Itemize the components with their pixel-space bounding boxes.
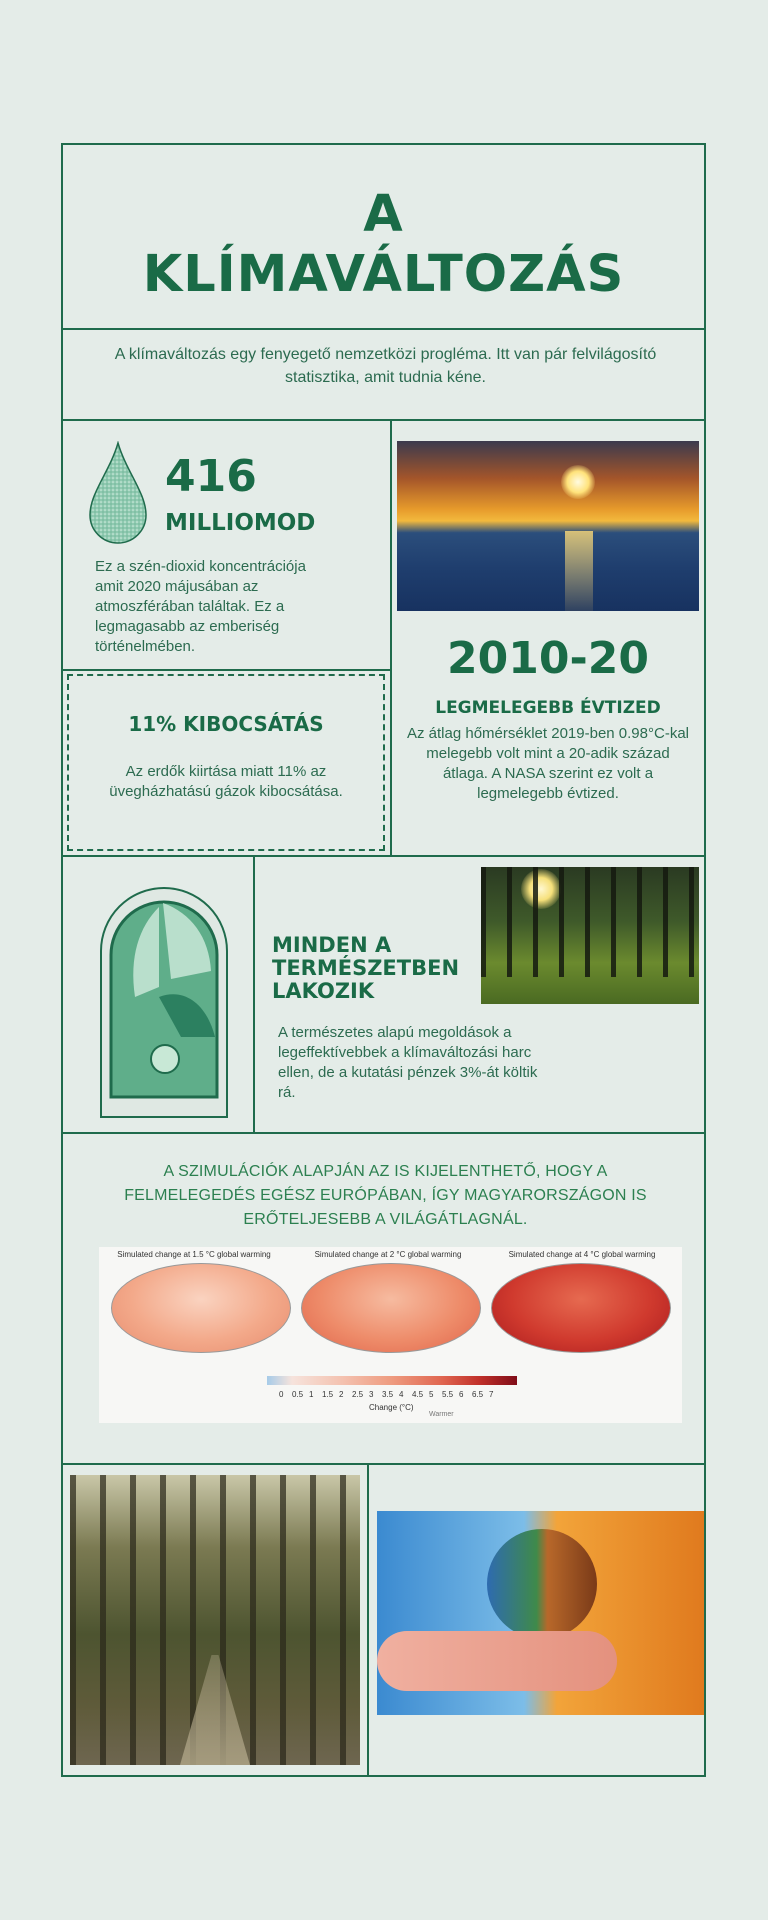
sunset-photo [397,441,699,611]
nature-description: A természetes alapú megoldások a legeffektívebbek a klímaváltozási harc ellen, de a kutatási pénzek 3%-át költik rá. [278,1024,538,1101]
scale-tick: 5.5 [442,1390,454,1399]
scale-tick: 3 [369,1390,374,1399]
scale-warmer: Warmer [429,1411,454,1418]
world-map-2 [301,1263,481,1353]
emission-heading: 11% KIBOCSÁTÁS [128,712,324,736]
simulation-maps [99,1247,682,1423]
map-label: Simulated change at 2 °C global warming [314,1250,462,1259]
scale-tick: 6 [459,1390,464,1399]
infographic-frame [61,143,706,1777]
intro-text: A klímaváltozás egy fenyegető nemzetközi progléma. Itt van pár felvilágosító statisztika, amit tudnia kéne. [114,346,657,386]
divider [63,855,704,857]
divider [63,1132,704,1134]
co2-description: Ez a szén-dioxid koncentrációja amit 2020 májusában az atmoszférában találtak. Ez a legmagasabb az emberiség történelmében. [95,558,306,655]
decade-heading: LEGMELEGEBB ÉVTIZED [435,698,661,718]
nature-heading: MINDEN A TERMÉSZETBEN LAKOZIK [272,933,460,1003]
divider [63,669,390,671]
color-scale-bar [267,1376,517,1385]
forest-path-photo [70,1475,360,1765]
tree-trunks [481,867,699,977]
earth-globe [487,1529,597,1639]
scale-caption: Change (°C) [369,1403,414,1412]
world-map-1.5 [111,1263,291,1353]
divider [367,1463,369,1777]
scale-tick: 7 [489,1390,494,1399]
divider [253,855,255,1132]
arch-window-icon [99,887,229,1119]
scale-tick: 0 [279,1390,284,1399]
sun-shape [561,465,595,499]
scale-tick: 2 [339,1390,344,1399]
scale-tick: 4.5 [412,1390,424,1399]
emission-description: Az erdők kiirtása miatt 11% az üvegházhatású gázok kibocsátása. [109,763,343,800]
co2-unit: MILLIOMOD [165,510,316,536]
forest-sun-photo [481,867,699,1004]
earth-hand-photo [377,1511,704,1715]
world-map-4 [491,1263,671,1353]
droplet-icon [88,441,148,545]
simulation-text: A SZIMULÁCIÓK ALAPJÁN AZ IS KIJELENTHETŐ, HOGY A FELMELEGEDÉS EGÉSZ EURÓPÁBAN, ÍGY MAGYARORSZÁGON IS ERŐTELJESEBB A VILÁGÁTLAGNÁL. [124,1163,647,1228]
scale-tick: 1 [309,1390,314,1399]
decade-description: Az átlag hőmérséklet 2019-ben 0.98°C-kal melegebb volt mint a 20-adik század átlaga. A NASA szerint ez volt a legmelegebb évtized. [407,725,689,802]
scale-tick: 6.5 [472,1390,484,1399]
sun-reflection [565,531,593,611]
page-title: A KLÍMAVÁLTOZÁS [142,185,625,304]
scale-tick: 5 [429,1390,434,1399]
decade-number: 2010-20 [447,633,649,684]
map-label: Simulated change at 1.5 °C global warming [117,1250,271,1259]
divider [63,1463,704,1465]
scale-tick: 0.5 [292,1390,304,1399]
scale-tick: 1.5 [322,1390,334,1399]
scale-tick: 4 [399,1390,404,1399]
divider [63,328,704,330]
scale-tick: 2.5 [352,1390,364,1399]
divider [63,419,704,421]
map-label: Simulated change at 4 °C global warming [508,1250,656,1259]
co2-number: 416 [165,451,257,502]
scale-tick: 3.5 [382,1390,394,1399]
hand-shape [377,1631,617,1691]
